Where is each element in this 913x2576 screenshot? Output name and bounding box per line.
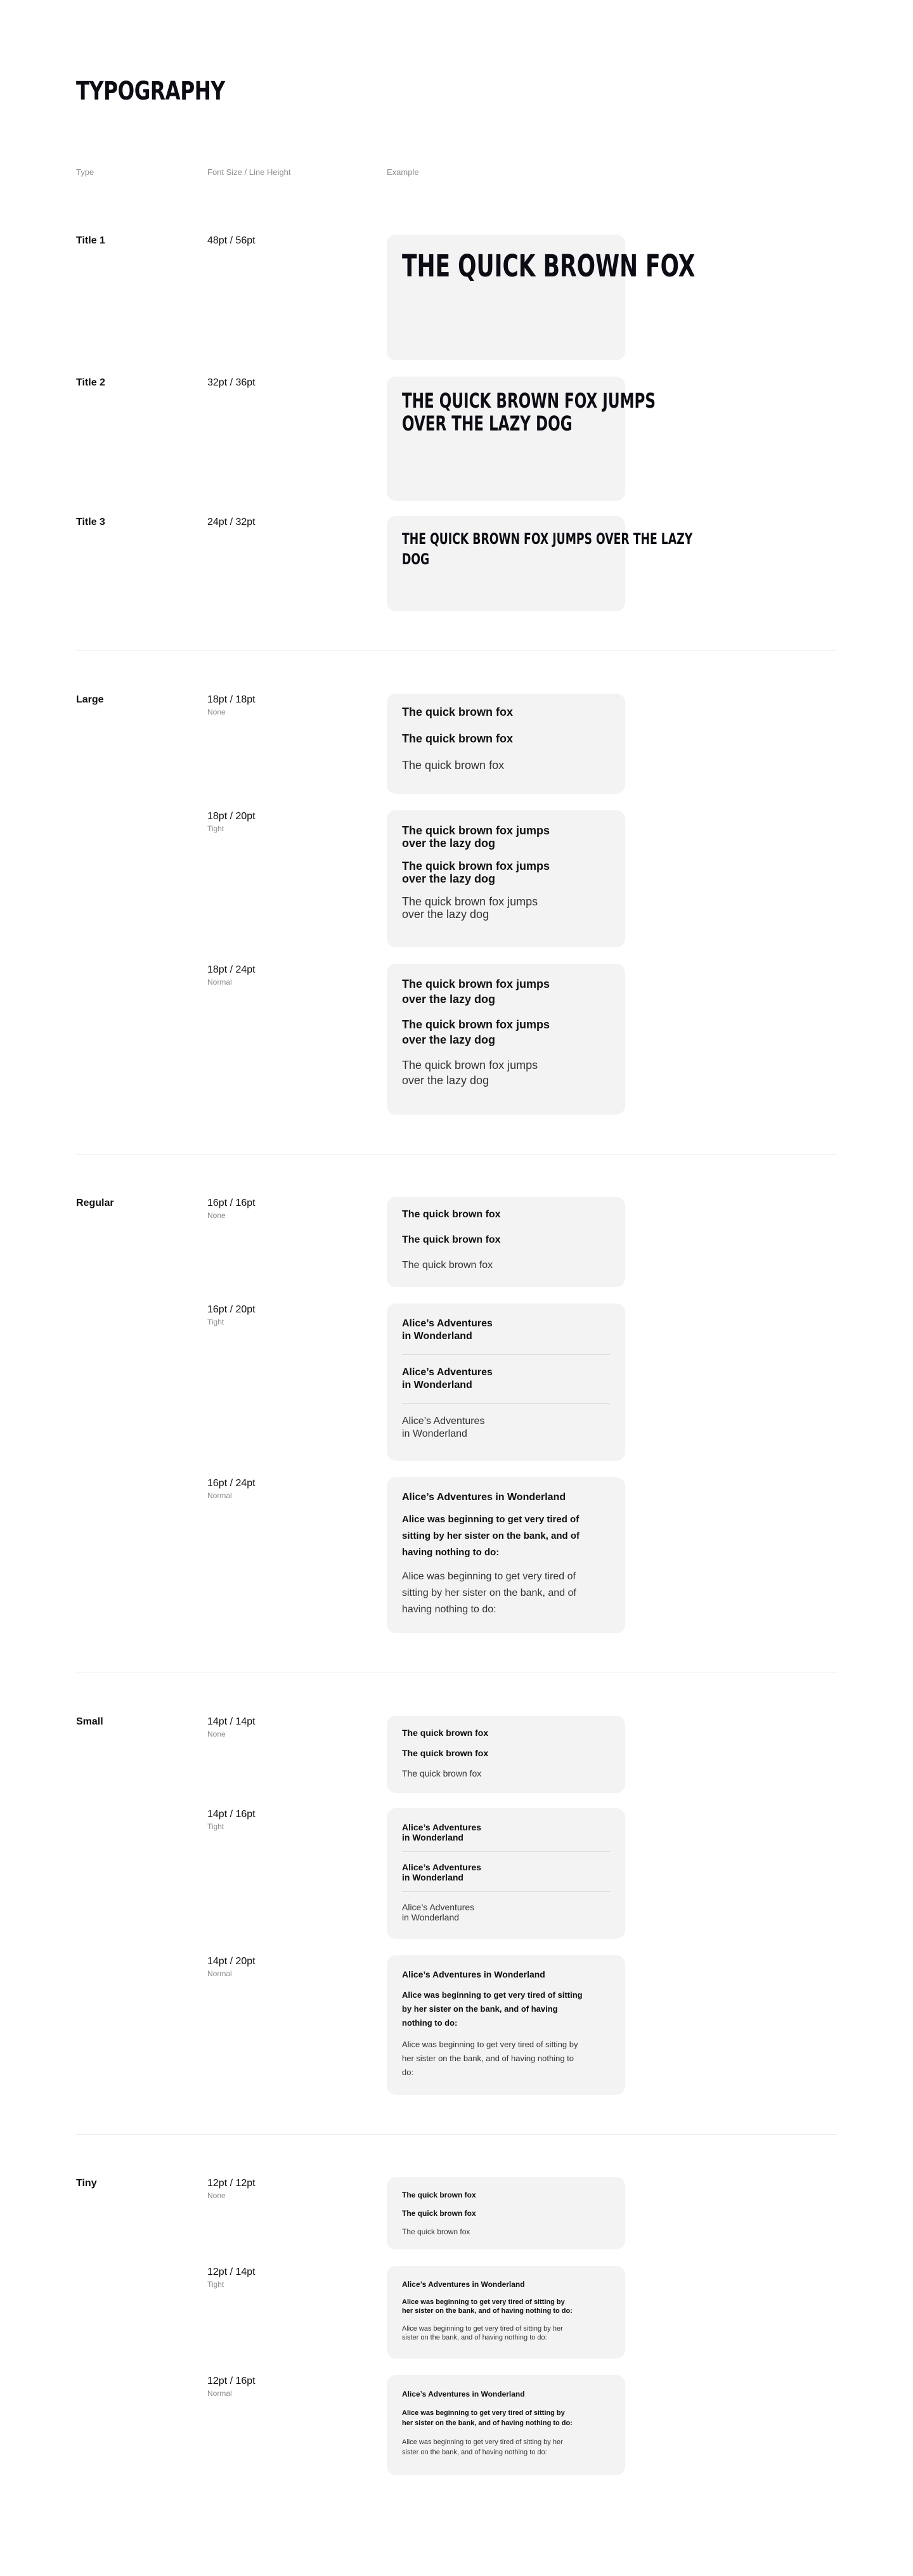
example-paragraph-regular: Alice was beginning to get very tired of sitting by her (402, 2325, 563, 2333)
example-paragraph-bold: having nothing to do: (402, 1547, 500, 1558)
example-paragraph-bold: nothing to do: (402, 2018, 458, 2028)
example-separator (402, 1354, 610, 1355)
example-heading: Alice’s Adventures in Wonderland (402, 2390, 525, 2398)
example-line-regular: Alice’s Adventures (402, 1902, 475, 1912)
page-title: TYPOGRAPHY (76, 77, 225, 106)
example-paragraph-regular: her sister on the bank, and of having nothing to (402, 2054, 574, 2063)
example-line-semibold: The quick brown fox (402, 1748, 489, 1758)
section-divider (76, 1154, 837, 1155)
spec-tiny-none (207, 2177, 256, 2201)
example-line-bold: The quick brown fox jumps (402, 978, 550, 990)
example-line-bold: The quick brown fox (402, 1209, 501, 1220)
type-label-small: Small (76, 1716, 103, 1727)
line-height-name: Normal (207, 978, 232, 987)
spec-large-tight (207, 810, 256, 834)
example-line-semibold: The quick brown fox jumps (402, 860, 550, 872)
type-label-large: Large (76, 694, 104, 705)
column-header-example: Example (387, 167, 419, 177)
example-paragraph-regular: sister on the bank, and of having nothing to do: (402, 2449, 547, 2456)
font-size-line-height: 12pt / 12pt (207, 2178, 256, 2189)
example-line-regular: The quick brown fox jumps (402, 1059, 538, 1071)
spec-title-1 (207, 235, 256, 247)
spec-large-normal (207, 964, 256, 987)
example-heading: Alice’s Adventures in Wonderland (402, 1969, 545, 1979)
example-line-semibold: The quick brown fox jumps (402, 1018, 550, 1031)
example-line-semibold: in Wonderland (402, 1380, 472, 1390)
example-card-title-3 (387, 516, 693, 611)
line-height-name: Normal (207, 2389, 232, 2398)
section-divider (76, 2134, 837, 2135)
example-card-small-none (387, 1716, 625, 1793)
line-height-name: Tight (207, 2280, 224, 2289)
example-card-regular-none (387, 1197, 625, 1287)
example-line-regular: in Wonderland (402, 1912, 460, 1922)
type-label-title-2: Title 2 (76, 377, 105, 388)
example-line-regular: in Wonderland (402, 1428, 467, 1439)
example-card-regular-normal (387, 1477, 625, 1633)
example-paragraph-regular: sitting by her sister on the bank, and of (402, 1588, 576, 1598)
spec-tiny-normal (207, 2375, 256, 2398)
type-label-title-1: Title 1 (76, 235, 105, 246)
example-line-bold: The quick brown fox jumps (402, 824, 550, 837)
spec-small-tight (207, 1808, 256, 1832)
example-line-bold: Alice’s Adventures (402, 1318, 493, 1329)
example-paragraph-bold: her sister on the bank, and of having nothing to do: (402, 2307, 573, 2315)
example-line-regular: The quick brown fox (402, 759, 505, 772)
example-paragraph-bold: sitting by her sister on the bank, and of (402, 1531, 580, 1541)
spec-small-normal (207, 1955, 256, 1979)
example-line: THE QUICK BROWN FOX JUMPS OVER THE LAZY (402, 530, 693, 548)
spec-large-none (207, 694, 256, 717)
example-card-large-tight (387, 810, 625, 947)
example-paragraph-regular: sister on the bank, and of having nothing to do: (402, 2334, 547, 2341)
example-card-tiny-none (387, 2177, 625, 2249)
example-line-semibold: over the lazy dog (402, 872, 496, 885)
example-line-bold: The quick brown fox (402, 706, 514, 718)
spec-regular-tight (207, 1304, 256, 1327)
section-divider (76, 650, 837, 651)
font-size-line-height: 18pt / 20pt (207, 811, 256, 822)
example-card-large-normal (387, 964, 625, 1115)
font-size-line-height: 14pt / 20pt (207, 1956, 256, 1967)
type-label-title-3: Title 3 (76, 517, 105, 527)
column-header-type: Type (76, 167, 94, 177)
example-line: DOG (402, 550, 430, 568)
line-height-name: Tight (207, 1822, 224, 1831)
example-line: THE QUICK BROWN FOX JUMPS (402, 389, 656, 413)
example-separator (402, 1851, 610, 1852)
spec-small-none (207, 1716, 256, 1739)
column-header-size: Font Size / Line Height (207, 167, 291, 177)
example-paragraph-bold: her sister on the bank, and of having nothing to do: (402, 2419, 573, 2427)
example-line-semibold: in Wonderland (402, 1872, 463, 1882)
font-size-line-height: 14pt / 14pt (207, 1716, 256, 1727)
example-line-regular: over the lazy dog (402, 1074, 489, 1087)
example-line-regular: The quick brown fox (402, 1260, 493, 1271)
font-size-line-height: 12pt / 14pt (207, 2267, 256, 2277)
line-height-name: None (207, 2191, 226, 2200)
example-line: THE QUICK BROWN FOX (402, 249, 696, 284)
spec-title-3 (207, 516, 256, 529)
example-line-bold: over the lazy dog (402, 993, 496, 1006)
example-line-semibold: The quick brown fox (402, 1234, 501, 1245)
font-size-line-height: 48pt / 56pt (207, 235, 256, 246)
font-size-line-height: 18pt / 24pt (207, 964, 256, 975)
example-card-large-none (387, 694, 625, 794)
example-line-regular: Alice’s Adventures (402, 1416, 485, 1427)
font-size-line-height: 32pt / 36pt (207, 377, 256, 388)
example-card-title-1 (387, 235, 696, 360)
example-line-bold: over the lazy dog (402, 837, 496, 850)
font-size-line-height: 16pt / 24pt (207, 1478, 256, 1489)
line-height-name: None (207, 1730, 226, 1738)
example-line-regular: over the lazy dog (402, 908, 489, 921)
font-size-line-height: 18pt / 18pt (207, 694, 256, 705)
example-paragraph-regular: Alice was beginning to get very tired of (402, 1571, 576, 1582)
example-paragraph-bold: Alice was beginning to get very tired of sitting by (402, 2298, 565, 2306)
example-card-small-normal (387, 1955, 625, 2095)
example-line-semibold: over the lazy dog (402, 1033, 496, 1046)
example-line-semibold: The quick brown fox (402, 2209, 476, 2218)
font-size-line-height: 14pt / 16pt (207, 1809, 256, 1820)
example-separator (402, 1403, 610, 1404)
example-card-small-tight (387, 1808, 625, 1939)
example-paragraph-bold: Alice was beginning to get very tired of sitting by (402, 2409, 565, 2417)
line-height-name: Normal (207, 1491, 232, 1500)
line-height-name: Tight (207, 1317, 224, 1326)
example-line-bold: The quick brown fox (402, 1728, 489, 1738)
example-card-tiny-normal (387, 2375, 625, 2475)
example-card-regular-tight (387, 1304, 625, 1461)
example-line-bold: in Wonderland (402, 1331, 472, 1342)
spec-tiny-tight (207, 2266, 256, 2289)
example-paragraph-bold: by her sister on the bank, and of having (402, 2004, 558, 2014)
spec-title-2 (207, 377, 256, 389)
example-paragraph-regular: do: (402, 2068, 414, 2077)
line-height-name: None (207, 1211, 226, 1220)
font-size-line-height: 12pt / 16pt (207, 2376, 256, 2386)
example-line-semibold: Alice’s Adventures (402, 1367, 493, 1378)
font-size-line-height: 16pt / 20pt (207, 1304, 256, 1315)
example-line: OVER THE LAZY DOG (402, 411, 573, 436)
spec-regular-none (207, 1197, 256, 1220)
example-line-regular: The quick brown fox (402, 1768, 482, 1778)
example-card-tiny-tight (387, 2266, 625, 2359)
example-paragraph-bold: Alice was beginning to get very tired of sitting (402, 1990, 583, 2000)
example-line-regular: The quick brown fox (402, 2227, 470, 2236)
example-line-semibold: The quick brown fox (402, 732, 514, 745)
example-line-bold: Alice’s Adventures (402, 1822, 482, 1832)
example-separator (402, 1891, 610, 1892)
line-height-name: Normal (207, 1969, 232, 1978)
type-label-tiny: Tiny (76, 2178, 97, 2189)
example-paragraph-regular: Alice was beginning to get very tired of sitting by (402, 2040, 578, 2049)
example-heading: Alice’s Adventures in Wonderland (402, 1492, 566, 1503)
example-card-title-2 (387, 377, 656, 501)
spec-regular-normal (207, 1477, 256, 1501)
example-line-bold: The quick brown fox (402, 2191, 476, 2199)
type-label-regular: Regular (76, 1198, 114, 1208)
font-size-line-height: 24pt / 32pt (207, 517, 256, 527)
example-paragraph-regular: having nothing to do: (402, 1604, 496, 1615)
example-line-bold: in Wonderland (402, 1832, 463, 1842)
font-size-line-height: 16pt / 16pt (207, 1198, 256, 1208)
example-heading: Alice’s Adventures in Wonderland (402, 2280, 525, 2289)
line-height-name: None (207, 708, 226, 716)
line-height-name: Tight (207, 824, 224, 833)
example-line-regular: The quick brown fox jumps (402, 895, 538, 908)
example-paragraph-regular: Alice was beginning to get very tired of sitting by her (402, 2438, 563, 2446)
example-line-semibold: Alice’s Adventures (402, 1862, 482, 1872)
example-paragraph-bold: Alice was beginning to get very tired of (402, 1514, 580, 1525)
